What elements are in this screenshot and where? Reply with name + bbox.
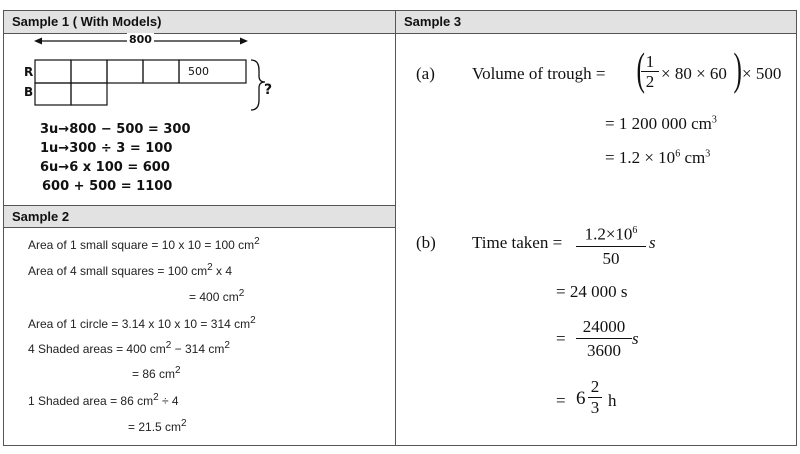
sample2-line-5-sup: 2 bbox=[165, 340, 172, 351]
part-b-line-4-unit: h bbox=[608, 391, 617, 410]
part-a-line-3-unit: cm bbox=[680, 148, 706, 167]
part-a-frac-num: 1 bbox=[641, 52, 659, 72]
part-b-frac1-num bbox=[576, 219, 646, 247]
sample2-line-8-text: = 21.5 cm bbox=[128, 420, 182, 434]
model-unknown-label: ? bbox=[264, 82, 273, 98]
part-a-left-paren: ( bbox=[636, 43, 645, 94]
bar-model-diagram bbox=[14, 32, 294, 112]
sample2-line-8-sup: 2 bbox=[181, 418, 187, 429]
sample1-step-2: 1u→300 ÷ 3 = 100 bbox=[40, 141, 173, 156]
sample2-line-4-sup: 2 bbox=[250, 315, 256, 326]
sample2-line-2 bbox=[28, 262, 232, 278]
part-a-line-3-exp: 6 bbox=[675, 148, 681, 160]
sample2-line-5-post: − 314 cm bbox=[171, 342, 225, 356]
part-a-times-80-60: × 80 × 60 bbox=[661, 64, 727, 83]
sample2-panel bbox=[3, 205, 396, 446]
part-a-frac-den: 2 bbox=[645, 72, 655, 91]
sample2-line-7-sup: 2 bbox=[153, 392, 159, 403]
sample1-header: Sample 1 ( With Models) bbox=[4, 11, 395, 34]
sample2-line-2-text: Area of 4 small squares = 100 cm bbox=[28, 264, 208, 278]
model-row-b-label: B bbox=[24, 85, 34, 99]
model-total-label: 800 bbox=[129, 33, 152, 46]
sample2-line-6-text: = 86 cm bbox=[132, 367, 176, 381]
sample3-header: Sample 3 bbox=[396, 11, 796, 34]
part-b-lhs: Time taken = bbox=[472, 233, 563, 252]
total-arrow-head-left bbox=[34, 38, 42, 45]
part-b-line-2: = 24 000 s bbox=[556, 282, 628, 301]
sample2-line-3-sup: 2 bbox=[238, 288, 245, 299]
sample2-line-1 bbox=[28, 236, 260, 252]
sample1-step-1: 3u→800 − 500 = 300 bbox=[40, 122, 191, 137]
sample2-line-3 bbox=[189, 288, 244, 304]
sample2-line-7-text: 1 Shaded area = 86 cm bbox=[28, 394, 154, 408]
model-r-unit-1 bbox=[35, 60, 71, 83]
sample2-line-3-text: = 400 cm bbox=[189, 290, 239, 304]
part-b-fraction-1 bbox=[576, 219, 646, 270]
part-b-fraction-2 bbox=[576, 315, 632, 362]
model-r-unit-2 bbox=[71, 60, 107, 83]
part-b-frac1-den: 50 bbox=[602, 248, 620, 268]
part-b-frac1-num-exp: 6 bbox=[632, 225, 638, 236]
part-a-line-3-unit-sup: 3 bbox=[705, 148, 711, 160]
part-a-right-paren: ) bbox=[733, 43, 742, 94]
sample2-line-1-sup: 2 bbox=[254, 236, 260, 247]
part-b-frac2-den: 3600 bbox=[587, 341, 621, 360]
sample2-line-5-text: 4 Shaded areas = 400 cm bbox=[28, 342, 166, 356]
sample2-line-5 bbox=[28, 340, 230, 356]
model-r-unit-4 bbox=[143, 60, 179, 83]
sample2-line-2-sup: 2 bbox=[207, 262, 213, 273]
sample1-step-3: 6u→6 x 100 = 600 bbox=[40, 160, 170, 175]
model-brace bbox=[251, 60, 265, 110]
sample2-line-7 bbox=[28, 392, 179, 408]
part-b-unit-s-1: s bbox=[649, 233, 656, 252]
part-b-mixed-num: 2 bbox=[588, 377, 602, 398]
part-a-times-500: × 500 bbox=[742, 64, 782, 83]
part-b-mixed-fraction bbox=[588, 377, 602, 418]
sample3-panel bbox=[395, 10, 797, 446]
part-b-eq-3: = bbox=[556, 329, 566, 348]
sample2-line-7-post: ÷ 4 bbox=[158, 394, 179, 408]
sample1-step-4: 600 + 500 = 1100 bbox=[42, 179, 173, 194]
part-a-lhs: Volume of trough = bbox=[472, 64, 606, 83]
sample2-line-1-text: Area of 1 small square = 10 x 10 = 100 cm bbox=[28, 238, 255, 252]
part-a-line-3 bbox=[605, 148, 710, 168]
part-b-eq-4: = bbox=[556, 391, 566, 410]
part-a-fraction bbox=[641, 52, 659, 91]
part-a-label: (a) bbox=[416, 64, 435, 83]
sample1-panel bbox=[3, 10, 396, 206]
sample2-line-5-sup-2: 2 bbox=[224, 340, 230, 351]
sample2-line-4-text: Area of 1 circle = 3.14 x 10 x 10 = 314 cm bbox=[28, 317, 251, 331]
model-b-unit-1 bbox=[35, 83, 71, 105]
part-b-line-4-whole: 6 bbox=[576, 388, 586, 409]
model-row-r-label: R bbox=[24, 65, 34, 79]
part-b-label: (b) bbox=[416, 233, 436, 252]
part-b-mixed-den: 3 bbox=[590, 398, 600, 417]
part-a-line-2-text: = 1 200 000 cm bbox=[605, 114, 712, 133]
model-known-label: 500 bbox=[188, 65, 209, 78]
sample2-line-6-sup: 2 bbox=[175, 365, 181, 376]
part-b-frac1-num-text: 1.2×10 bbox=[584, 224, 633, 244]
sample2-header: Sample 2 bbox=[4, 206, 395, 228]
part-a-line-3-text: = 1.2 × 10 bbox=[605, 148, 676, 167]
part-a-line-2-sup: 3 bbox=[711, 114, 717, 126]
part-a-line-2 bbox=[605, 114, 717, 134]
model-r-unit-3 bbox=[107, 60, 143, 83]
total-arrow-head-right bbox=[240, 38, 248, 45]
part-b-unit-s-2: s bbox=[632, 329, 639, 348]
sample2-line-8 bbox=[128, 418, 187, 434]
sample2-line-4 bbox=[28, 315, 256, 331]
part-b-frac2-num: 24000 bbox=[576, 315, 632, 339]
sample2-line-6 bbox=[132, 365, 181, 381]
sample2-line-2-post: x 4 bbox=[212, 264, 232, 278]
model-b-unit-2 bbox=[71, 83, 107, 105]
